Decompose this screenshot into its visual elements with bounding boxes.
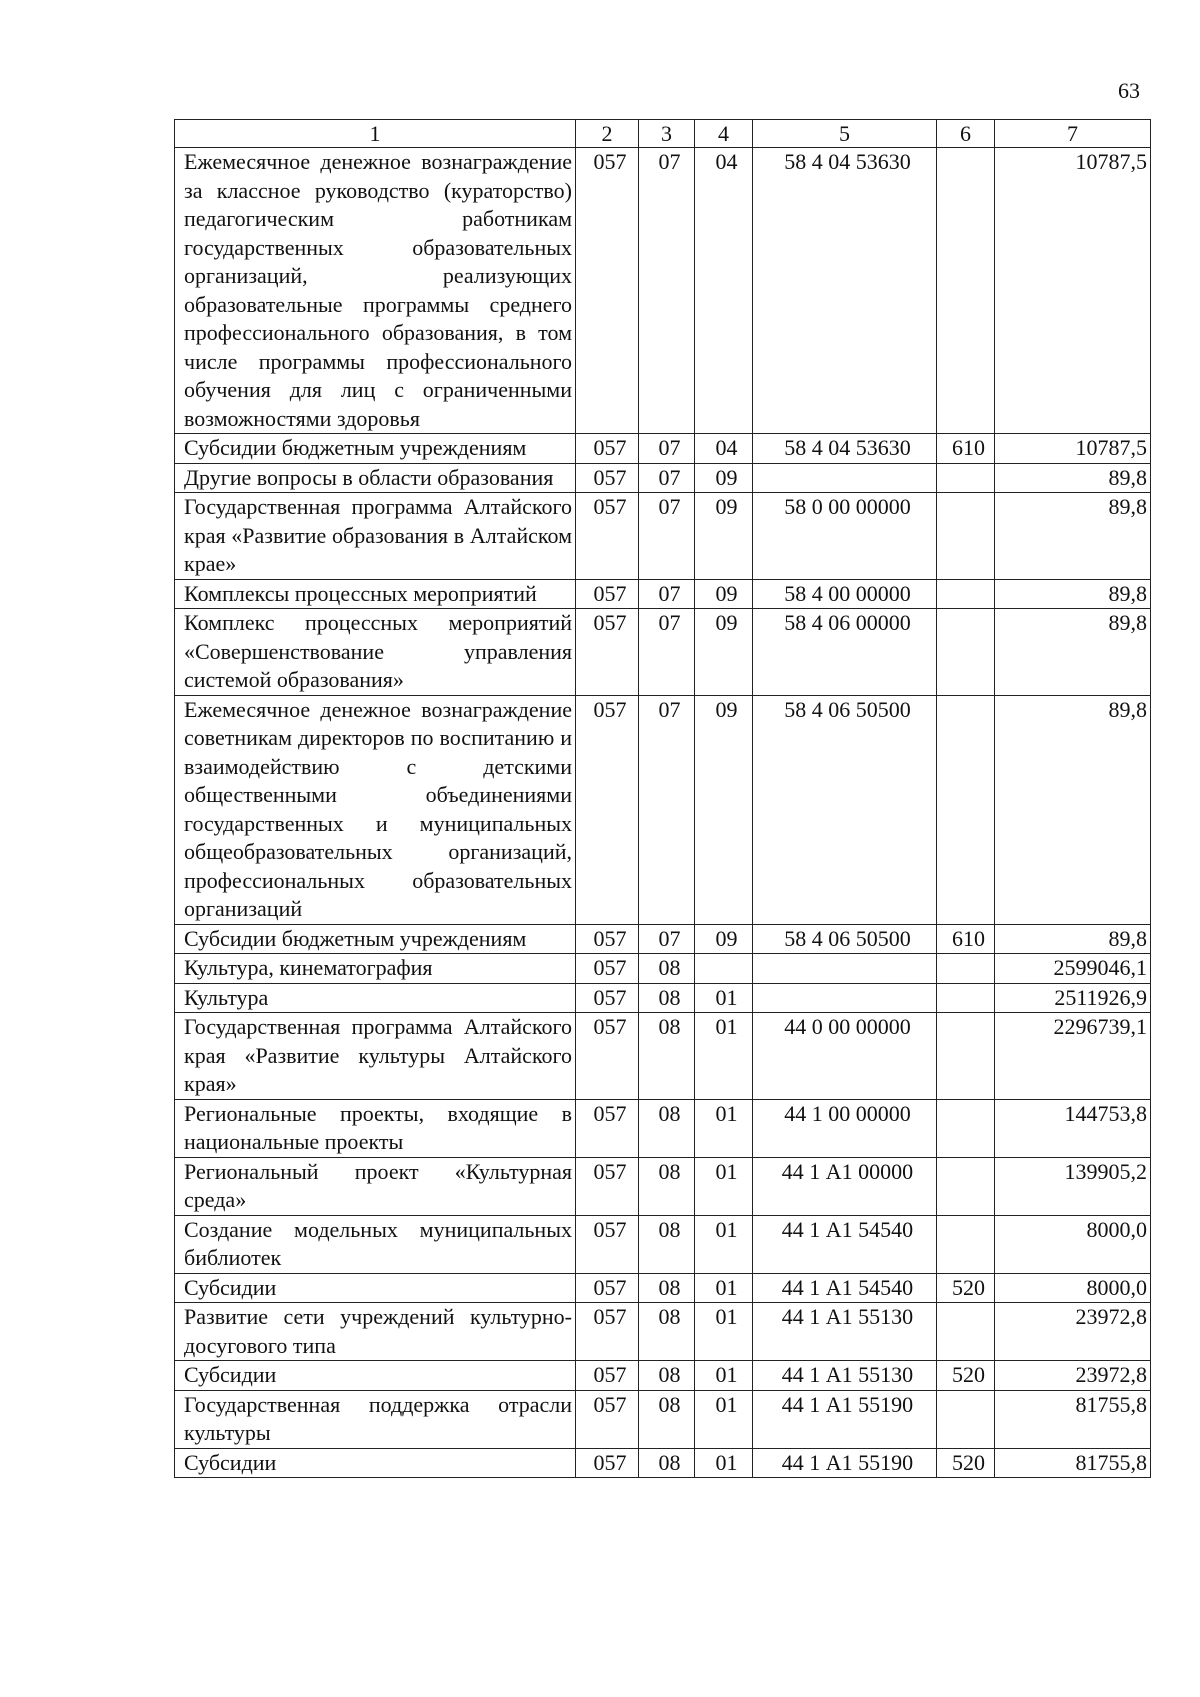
amount: 144753,8 (995, 1099, 1151, 1157)
amount: 2599046,1 (995, 954, 1151, 984)
table-row (175, 954, 1151, 984)
section-code: 08 (639, 1448, 695, 1478)
expense-type (937, 493, 995, 580)
ministry-code: 057 (576, 609, 639, 696)
row-name: Субсидии (175, 1448, 576, 1478)
section-code: 07 (639, 579, 695, 609)
amount: 89,8 (995, 463, 1151, 493)
header-cell: 6 (937, 120, 995, 148)
row-name: Культура (175, 983, 576, 1013)
ministry-code: 057 (576, 493, 639, 580)
expense-type: 520 (937, 1273, 995, 1303)
section-code: 08 (639, 1273, 695, 1303)
ministry-code: 057 (576, 1157, 639, 1215)
target-article: 44 1 А1 55130 (753, 1361, 937, 1391)
expense-type: 520 (937, 1448, 995, 1478)
page-number: 63 (1118, 78, 1140, 103)
section-code: 08 (639, 983, 695, 1013)
expense-type (937, 148, 995, 434)
ministry-code: 057 (576, 579, 639, 609)
row-name: Региональные проекты, входящие в национальные проекты (175, 1099, 576, 1157)
subsection-code: 01 (695, 1448, 753, 1478)
table-row (175, 434, 1151, 464)
header-cell: 2 (576, 120, 639, 148)
table-row (175, 1157, 1151, 1215)
subsection-code: 01 (695, 1013, 753, 1100)
table-row (175, 609, 1151, 696)
header-cell: 1 (175, 120, 576, 148)
section-code: 07 (639, 695, 695, 924)
section-code: 08 (639, 954, 695, 984)
expense-type: 610 (937, 434, 995, 464)
row-name: Другие вопросы в области образования (175, 463, 576, 493)
subsection-code: 01 (695, 1157, 753, 1215)
ministry-code: 057 (576, 463, 639, 493)
table-row (175, 1361, 1151, 1391)
row-name: Субсидии бюджетным учреждениям (175, 434, 576, 464)
target-article: 58 4 04 53630 (753, 434, 937, 464)
amount: 89,8 (995, 493, 1151, 580)
table-row (175, 1215, 1151, 1273)
section-code: 08 (639, 1099, 695, 1157)
target-article: 58 4 00 00000 (753, 579, 937, 609)
expense-type: 520 (937, 1361, 995, 1391)
amount: 81755,8 (995, 1390, 1151, 1448)
row-name: Культура, кинематография (175, 954, 576, 984)
amount: 81755,8 (995, 1448, 1151, 1478)
amount: 89,8 (995, 924, 1151, 954)
expense-type (937, 983, 995, 1013)
amount: 2511926,9 (995, 983, 1151, 1013)
subsection-code: 09 (695, 924, 753, 954)
subsection-code: 04 (695, 148, 753, 434)
amount: 10787,5 (995, 148, 1151, 434)
section-code: 07 (639, 463, 695, 493)
section-code: 08 (639, 1215, 695, 1273)
ministry-code: 057 (576, 1215, 639, 1273)
expense-type (937, 695, 995, 924)
target-article: 58 4 06 50500 (753, 924, 937, 954)
table-row (175, 1013, 1151, 1100)
table-body (175, 148, 1151, 1478)
row-name: Региональный проект «Культурная среда» (175, 1157, 576, 1215)
row-name: Комплексы процессных мероприятий (175, 579, 576, 609)
expense-type (937, 1303, 995, 1361)
budget-table (174, 119, 1151, 1478)
subsection-code (695, 954, 753, 984)
target-article: 44 1 00 00000 (753, 1099, 937, 1157)
ministry-code: 057 (576, 924, 639, 954)
amount: 8000,0 (995, 1215, 1151, 1273)
table-row (175, 463, 1151, 493)
header-cell: 7 (995, 120, 1151, 148)
row-name: Создание модельных муниципальных библиотек (175, 1215, 576, 1273)
expense-type (937, 1013, 995, 1100)
subsection-code: 01 (695, 1390, 753, 1448)
target-article (753, 983, 937, 1013)
subsection-code: 09 (695, 695, 753, 924)
subsection-code: 04 (695, 434, 753, 464)
row-name: Государственная программа Алтайского края «Развитие образования в Алтайском крае» (175, 493, 576, 580)
ministry-code: 057 (576, 954, 639, 984)
ministry-code: 057 (576, 434, 639, 464)
expense-type: 610 (937, 924, 995, 954)
row-name: Ежемесячное денежное вознаграждение за классное руководство (кураторство) педагогическим работникам государственных образовательных организаций, реализующих образовательные программы среднего профессионального образования, в том числе программы профессионального обучения для лиц с ограниченными возможностями здоровья (175, 148, 576, 434)
amount: 23972,8 (995, 1303, 1151, 1361)
ministry-code: 057 (576, 1273, 639, 1303)
target-article: 44 1 А1 54540 (753, 1215, 937, 1273)
amount: 10787,5 (995, 434, 1151, 464)
section-code: 08 (639, 1013, 695, 1100)
row-name: Субсидии бюджетным учреждениям (175, 924, 576, 954)
ministry-code: 057 (576, 1448, 639, 1478)
section-code: 08 (639, 1303, 695, 1361)
ministry-code: 057 (576, 695, 639, 924)
target-article: 44 1 А1 55130 (753, 1303, 937, 1361)
target-article: 44 1 А1 55190 (753, 1448, 937, 1478)
table-row (175, 695, 1151, 924)
ministry-code: 057 (576, 148, 639, 434)
subsection-code: 01 (695, 1303, 753, 1361)
expense-type (937, 1390, 995, 1448)
amount: 2296739,1 (995, 1013, 1151, 1100)
row-name: Субсидии (175, 1273, 576, 1303)
amount: 139905,2 (995, 1157, 1151, 1215)
header-cell: 5 (753, 120, 937, 148)
ministry-code: 057 (576, 1099, 639, 1157)
expense-type (937, 463, 995, 493)
subsection-code: 09 (695, 493, 753, 580)
section-code: 07 (639, 148, 695, 434)
expense-type (937, 954, 995, 984)
amount: 23972,8 (995, 1361, 1151, 1391)
target-article (753, 954, 937, 984)
table-row (175, 1303, 1151, 1361)
table-row (175, 493, 1151, 580)
expense-type (937, 609, 995, 696)
amount: 89,8 (995, 695, 1151, 924)
target-article: 44 1 А1 00000 (753, 1157, 937, 1215)
subsection-code: 01 (695, 1273, 753, 1303)
row-name: Комплекс процессных мероприятий «Совершенствование управления системой образования» (175, 609, 576, 696)
target-article: 58 0 00 00000 (753, 493, 937, 580)
section-code: 07 (639, 493, 695, 580)
target-article: 58 4 06 50500 (753, 695, 937, 924)
ministry-code: 057 (576, 1361, 639, 1391)
table-row (175, 1390, 1151, 1448)
target-article: 58 4 06 00000 (753, 609, 937, 696)
target-article: 58 4 04 53630 (753, 148, 937, 434)
row-name: Ежемесячное денежное вознаграждение советникам директоров по воспитанию и взаимодействию с детскими общественными объединениями государственных и муниципальных общеобразовательных организаций, профессиональных образовательных организаций (175, 695, 576, 924)
amount: 8000,0 (995, 1273, 1151, 1303)
amount: 89,8 (995, 579, 1151, 609)
target-article: 44 1 А1 55190 (753, 1390, 937, 1448)
target-article: 44 1 А1 54540 (753, 1273, 937, 1303)
subsection-code: 01 (695, 1215, 753, 1273)
target-article (753, 463, 937, 493)
expense-type (937, 1099, 995, 1157)
subsection-code: 01 (695, 983, 753, 1013)
subsection-code: 09 (695, 579, 753, 609)
table-row (175, 983, 1151, 1013)
header-cell: 3 (639, 120, 695, 148)
subsection-code: 09 (695, 609, 753, 696)
section-code: 08 (639, 1390, 695, 1448)
table-row (175, 1099, 1151, 1157)
row-name: Государственная поддержка отрасли культуры (175, 1390, 576, 1448)
section-code: 07 (639, 434, 695, 464)
table-row (175, 924, 1151, 954)
subsection-code: 01 (695, 1361, 753, 1391)
subsection-code: 09 (695, 463, 753, 493)
row-name: Государственная программа Алтайского края «Развитие культуры Алтайского края» (175, 1013, 576, 1100)
section-code: 07 (639, 609, 695, 696)
subsection-code: 01 (695, 1099, 753, 1157)
table-row (175, 579, 1151, 609)
table-row (175, 1448, 1151, 1478)
ministry-code: 057 (576, 1013, 639, 1100)
header-row (175, 120, 1151, 148)
ministry-code: 057 (576, 1390, 639, 1448)
table-row (175, 1273, 1151, 1303)
section-code: 08 (639, 1157, 695, 1215)
row-name: Развитие сети учреждений культурно-досугового типа (175, 1303, 576, 1361)
section-code: 08 (639, 1361, 695, 1391)
header-cell: 4 (695, 120, 753, 148)
expense-type (937, 1157, 995, 1215)
ministry-code: 057 (576, 983, 639, 1013)
table-row (175, 148, 1151, 434)
expense-type (937, 1215, 995, 1273)
section-code: 07 (639, 924, 695, 954)
target-article: 44 0 00 00000 (753, 1013, 937, 1100)
expense-type (937, 579, 995, 609)
row-name: Субсидии (175, 1361, 576, 1391)
amount: 89,8 (995, 609, 1151, 696)
ministry-code: 057 (576, 1303, 639, 1361)
